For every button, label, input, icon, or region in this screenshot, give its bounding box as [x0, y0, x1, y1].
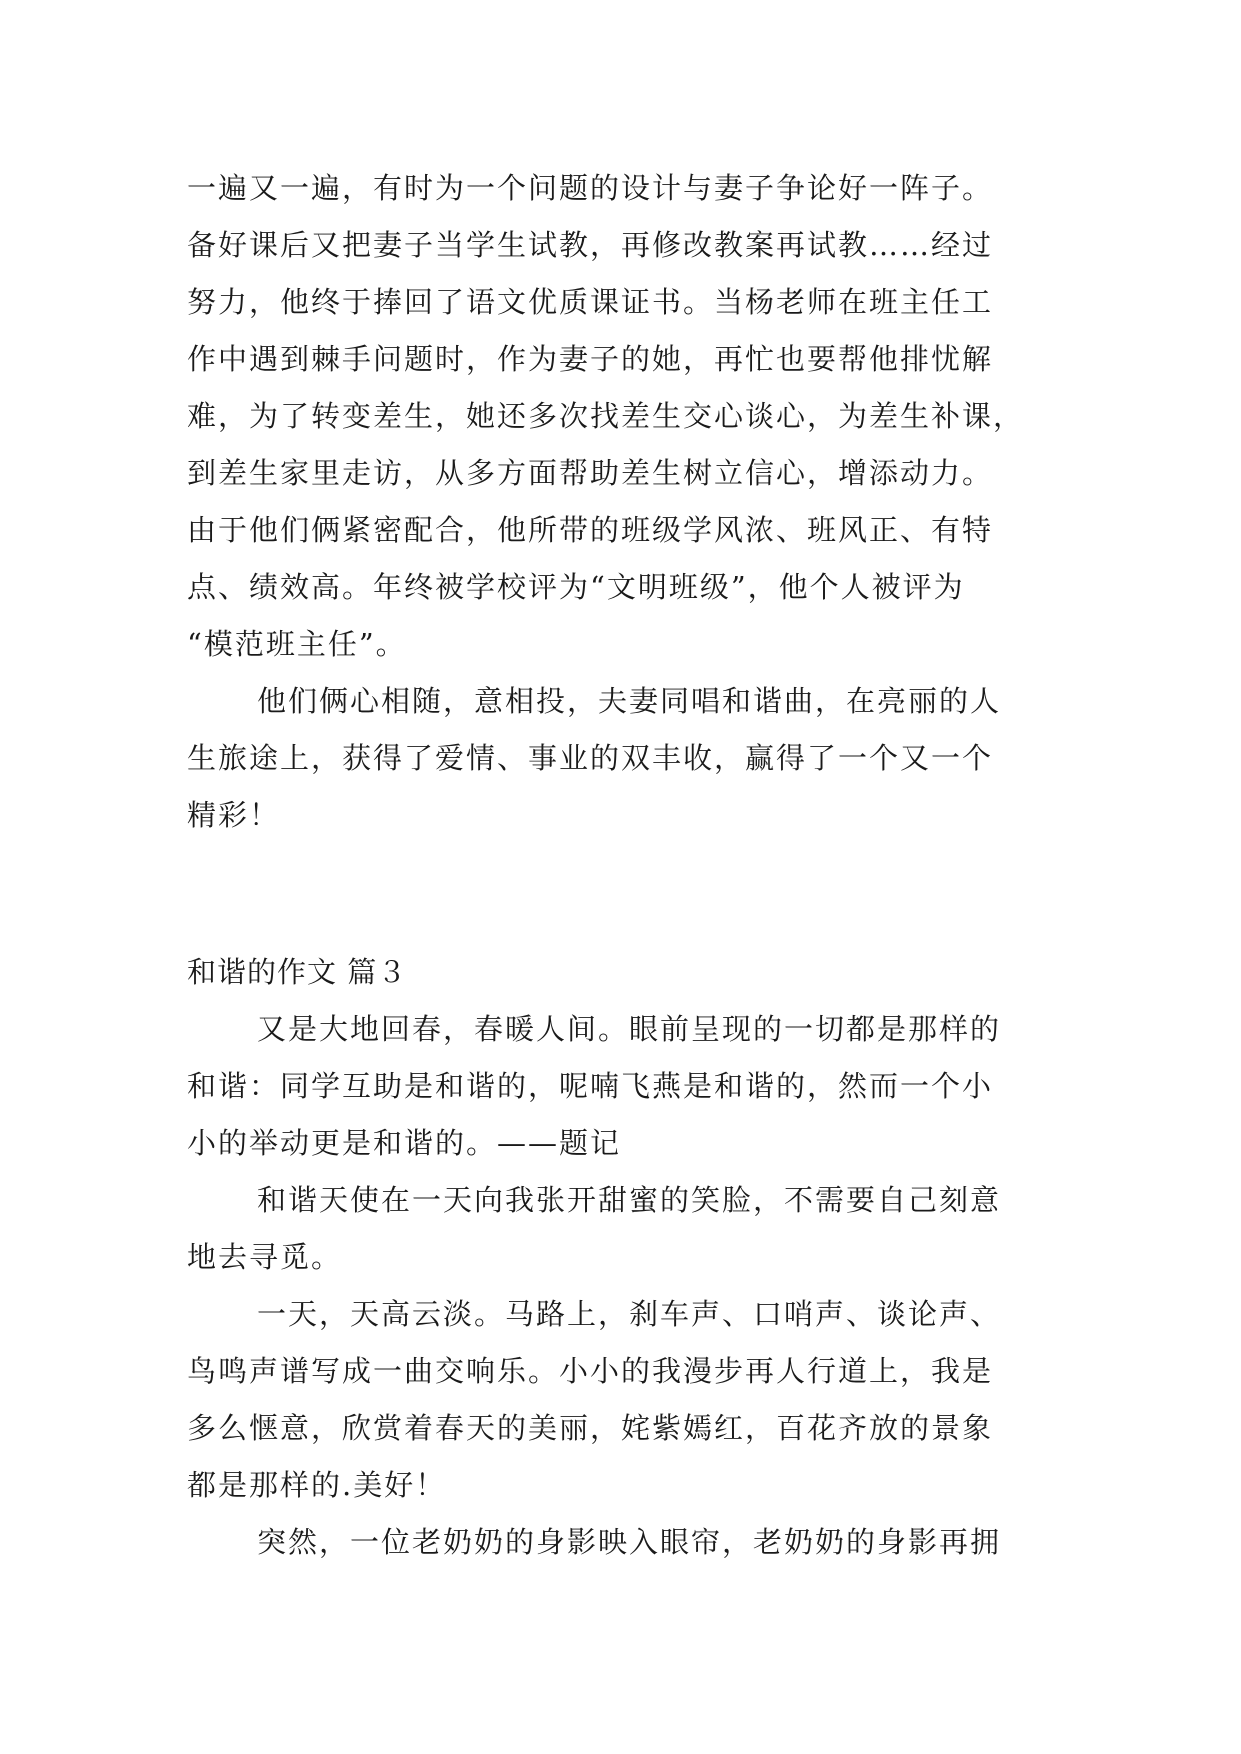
text-line: 一遍又一遍，有时为一个问题的设计与妻子争论好一阵子。: [187, 171, 994, 205]
paragraph-first-line: 又是大地回春，春暖人间。眼前呈现的一切都是那样的: [257, 1012, 1002, 1046]
section-heading: 和谐的作文 篇３: [187, 955, 408, 989]
text-line: 地去寻觅。: [187, 1240, 343, 1274]
text-line: 到差生家里走访，从多方面帮助差生树立信心，增添动力。: [187, 456, 994, 490]
text-line: 由于他们俩紧密配合，他所带的班级学风浓、班风正、有特: [187, 513, 994, 547]
paragraph-first-line: 和谐天使在一天向我张开甜蜜的笑脸，不需要自己刻意: [257, 1183, 1002, 1217]
paragraph-first-line: 一天，天高云淡。马路上，刹车声、口哨声、谈论声、: [257, 1297, 1002, 1331]
text-line: 备好课后又把妻子当学生试教，再修改教案再试教……经过: [187, 228, 994, 262]
text-line: 都是那样的.美好！: [187, 1468, 447, 1502]
text-line: 难，为了转变差生，她还多次找差生交心谈心，为差生补课，: [187, 399, 1025, 433]
text-line: 努力，他终于捧回了语文优质课证书。当杨老师在班主任工: [187, 285, 994, 319]
text-line: 作中遇到棘手问题时，作为妻子的她，再忙也要帮他排忧解: [187, 342, 994, 376]
text-line: 点、绩效高。年终被学校评为“文明班级”，他个人被评为: [187, 570, 965, 604]
text-line: 精彩！: [187, 798, 281, 832]
text-line: 生旅途上，获得了爱情、事业的双丰收，赢得了一个又一个: [187, 741, 994, 775]
text-line: 鸟鸣声谱写成一曲交响乐。小小的我漫步再人行道上，我是: [187, 1354, 994, 1388]
paragraph-first-line: 突然，一位老奶奶的身影映入眼帘，老奶奶的身影再拥: [257, 1525, 1002, 1559]
text-line: “模范班主任”。: [187, 627, 407, 661]
text-line: 多么惬意，欣赏着春天的美丽，姹紫嫣红，百花齐放的景象: [187, 1411, 994, 1445]
text-line: 小的举动更是和谐的。——题记: [187, 1126, 622, 1160]
section-gap: [187, 844, 1067, 944]
text-line: 和谐：同学互助是和谐的，呢喃飞燕是和谐的，然而一个小: [187, 1069, 994, 1103]
document-body: [187, 160, 1067, 1571]
paragraph-first-line: 他们俩心相随，意相投，夫妻同唱和谐曲，在亮丽的人: [257, 684, 1002, 718]
